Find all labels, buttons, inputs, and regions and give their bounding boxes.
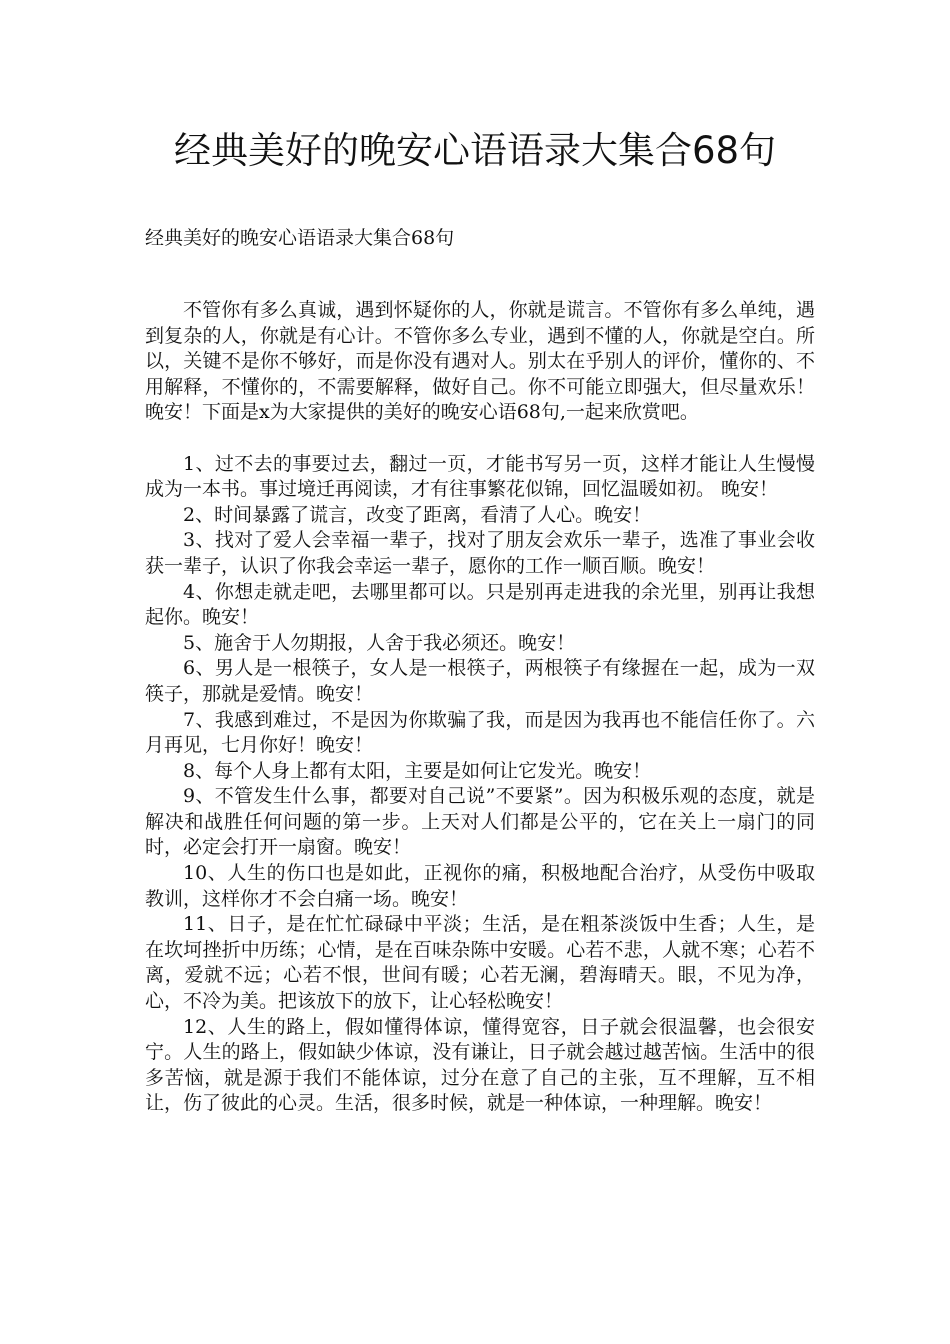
list-item: 6、男人是一根筷子，女人是一根筷子，两根筷子有缘握在一起，成为一双筷子，那就是爱情。晚安！: [145, 657, 815, 705]
document-subtitle: 经典美好的晚安心语语录大集合68句: [145, 227, 455, 249]
intro-paragraph: 不管你有多么真诚，遇到怀疑你的人，你就是谎言。不管你有多么单纯，遇到复杂的人，你就是有心计。不管你多么专业，遇到不懂的人，你就是空白。所以，关键不是你不够好，而是你没有遇对人。别太在乎别人的评价，懂你的、不用解释，不懂你的，不需要解释，做好自己。你不可能立即强大，但尽量欢乐！晚安！下面是x为大家提供的美好的晚安心语68句,一起来欣赏吧。: [145, 299, 815, 424]
list-item: 12、人生的路上，假如懂得体谅，懂得宽容，日子就会很温馨，也会很安宁。人生的路上，假如缺少体谅，没有谦让，日子就会越过越苦恼。生活中的很多苦恼，就是源于我们不能体谅，过分在意了自己的主张，互不理解，互不相让，伤了彼此的心灵。生活，很多时候，就是一种体谅，一种理解。晚安！: [145, 1015, 815, 1115]
list-item: 11、日子，是在忙忙碌碌中平淡；生活，是在粗茶淡饭中生香；人生，是在坎坷挫折中历练；心情，是在百味杂陈中安暖。心若不悲，人就不寒；心若不离，爱就不远；心若不恨，世间有暖；心若无澜，碧海晴天。眼，不见为净，心，不冷为美。把该放下的放下，让心轻松晚安！: [145, 913, 815, 1013]
list-item: 1、过不去的事要过去，翻过一页，才能书写另一页，这样才能让人生慢慢成为一本书。事过境迁再阅读，才有往事繁花似锦，回忆温暖如初。 晚安！: [145, 452, 815, 501]
list-item: 2、时间暴露了谎言，改变了距离，看清了人心。晚安！: [183, 503, 652, 526]
list-item: 10、人生的伤口也是如此，正视你的痛，积极地配合治疗，从受伤中吸取教训，这样你才不会白痛一场。晚安！: [145, 862, 815, 910]
list-item: 8、每个人身上都有太阳，主要是如何让它发光。晚安！: [183, 759, 652, 782]
list-item: 9、不管发生什么事，都要对自己说”不要紧”。因为积极乐观的态度，就是解决和战胜任何问题的第一步。上天对人们都是公平的，它在关上一扇门的同时，必定会打开一扇窗。晚安！: [145, 785, 815, 859]
document-title: 经典美好的晚安心语语录大集合68句: [173, 129, 777, 172]
document-body: [145, 298, 815, 1117]
list-item: 3、找对了爱人会幸福一辈子，找对了朋友会欢乐一辈子，选准了事业会收获一辈子，认识了你我会幸运一辈子，愿你的工作一顺百顺。晚安！: [145, 529, 815, 577]
list-item: 4、你想走就走吧，去哪里都可以。只是别再走进我的余光里，别再让我想起你。晚安！: [145, 580, 815, 629]
list-item: 7、我感到难过，不是因为你欺骗了我，而是因为我再也不能信任你了。六月再见，七月你好！晚安！: [145, 708, 815, 757]
list-item: 5、施舍于人勿期报，人舍于我必须还。晚安！: [183, 631, 576, 654]
